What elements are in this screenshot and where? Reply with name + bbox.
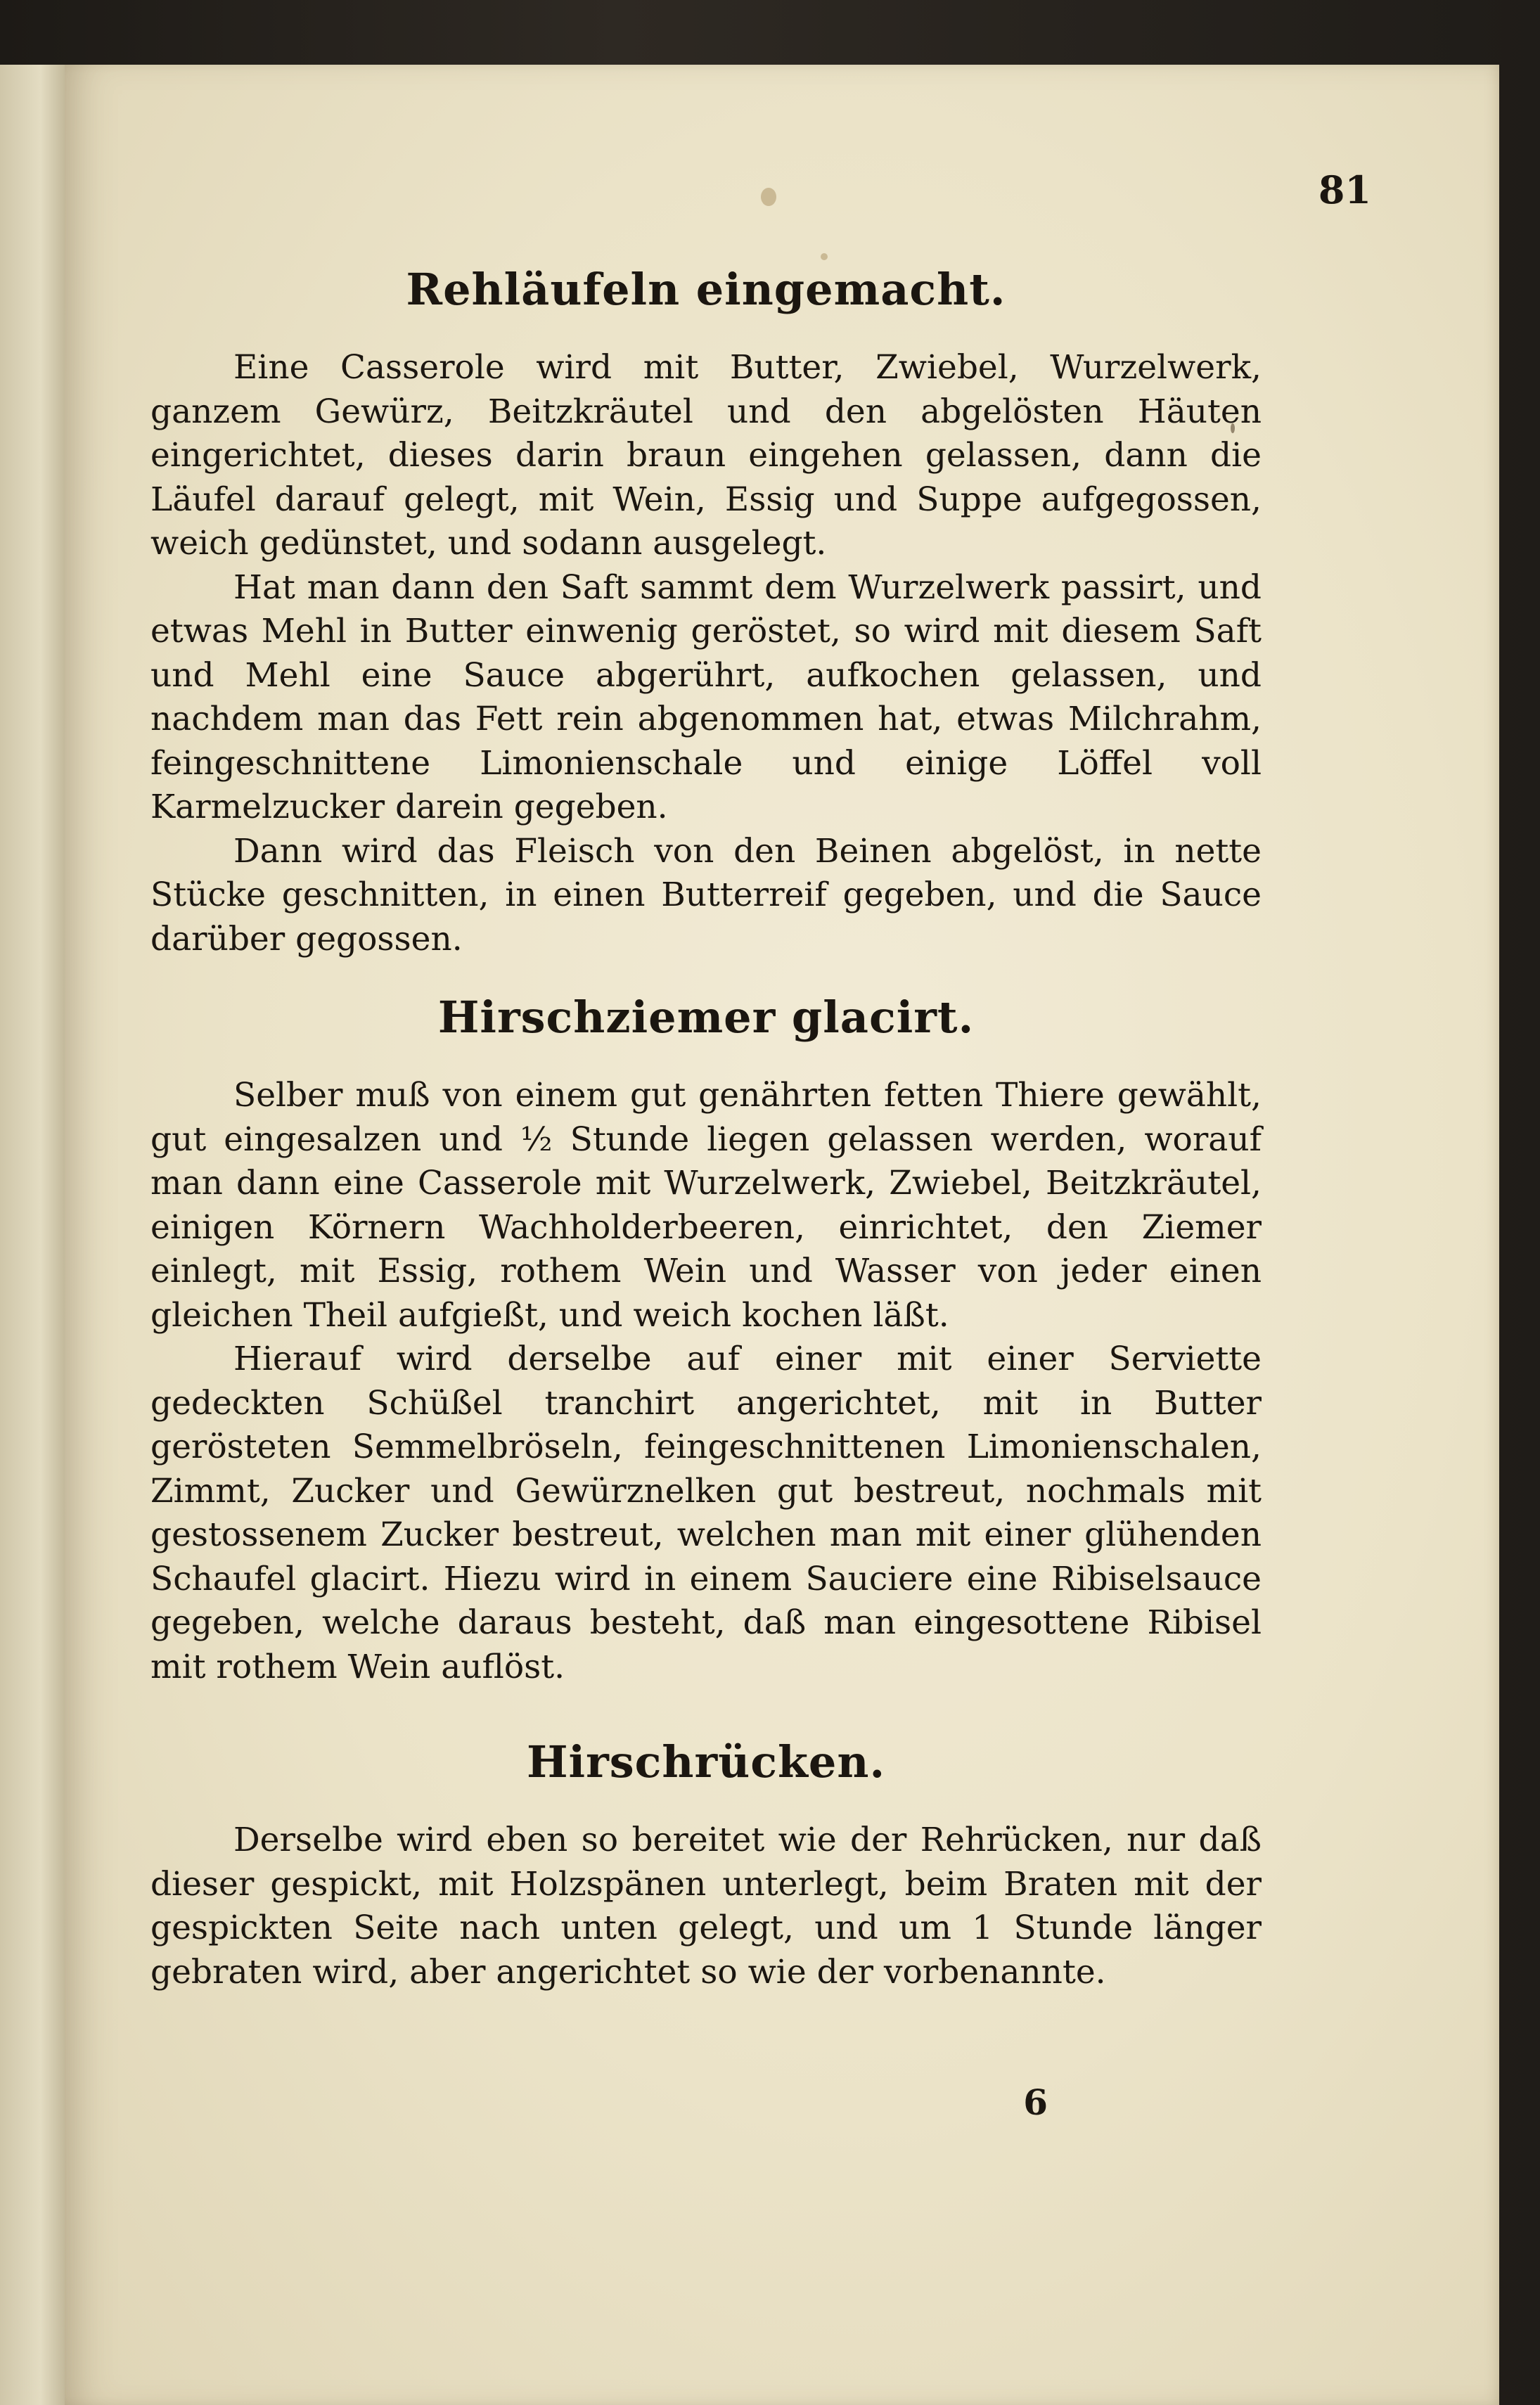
paragraph: Dann wird das Fleisch von den Beinen abgelöst, in nette Stücke geschnitten, in einen Butterreif gegeben, und die Sauce darüber gegossen. — [150, 831, 1262, 958]
section-title: Hirschziemer glacirt. — [437, 992, 975, 1043]
paragraph: Derselbe wird eben so bereitet wie der Rehrücken, nur daß dieser gespickt, mit Holzspänen unterlegt, beim Braten mit der gespickten Seite nach unten gelegt, und um 1 Stunde länger gebraten wird, aber angerichtet so wie der vorbenannte. — [150, 1821, 1262, 1992]
paper-stain — [761, 188, 776, 206]
paragraph: Hat man dann den Saft sammt dem Wurzelwerk passirt, und etwas Mehl in Butter einwenig geröstet, so wird mit diesem Saft und Mehl eine Sauce abgerührt, aufkochen gelassen, und nachdem man das Fett rein abgenommen hat, etwas Milchrahm, feingeschnittene Limonienschale und einige Löffel voll Karmelzucker darein gegeben. — [150, 567, 1262, 826]
signature-mark: 6 — [1023, 2082, 1048, 2123]
text-block — [150, 262, 1262, 1994]
paragraph: Selber muß von einem gut genährten fetten Thiere gewählt, gut eingesalzen und ½ Stunde liegen gelassen werden, worauf man dann eine Casserole mit Wurzelwerk, Zwiebel, Beitzkräutel, einigen Körnern Wachholderbeeren, einrichtet, den Ziemer einlegt, mit Essig, rothem Wein und Wasser von jeder einen gleichen Theil aufgießt, und weich kochen läßt. — [150, 1076, 1262, 1335]
section-title: Hirschrücken. — [526, 1736, 886, 1788]
page-number: 81 — [1318, 167, 1371, 212]
previous-page-edge — [0, 65, 70, 2405]
paragraph: Hierauf wird derselbe auf einer mit einer Serviette gedeckten Schüßel tranchirt angerichtet, mit in Butter gerösteten Semmelbröseln, feingeschnittenen Limonienschalen, Zimmt, Zucker und Gewürznelken gut bestreut, nochmals mit gestossenem Zucker bestreut, welchen man mit einer glühenden Schaufel glacirt. Hiezu wird in einem Sauciere eine Ribiselsauce gegeben, welche daraus besteht, daß man eingesottene Ribisel mit rothem Wein auflöst. — [150, 1340, 1262, 1686]
paper-stain — [821, 253, 828, 260]
paragraph: Eine Casserole wird mit Butter, Zwiebel, Wurzelwerk, ganzem Gewürz, Beitzkräutel und den abgelösten Häuten eingerichtet, dieses darin braun eingehen gelassen, dann die Läufel darauf gelegt, mit Wein, Essig und Suppe aufgegossen, weich gedünstet, und sodann ausgelegt. — [150, 348, 1262, 563]
section-title: Rehläufeln eingemacht. — [406, 264, 1006, 315]
